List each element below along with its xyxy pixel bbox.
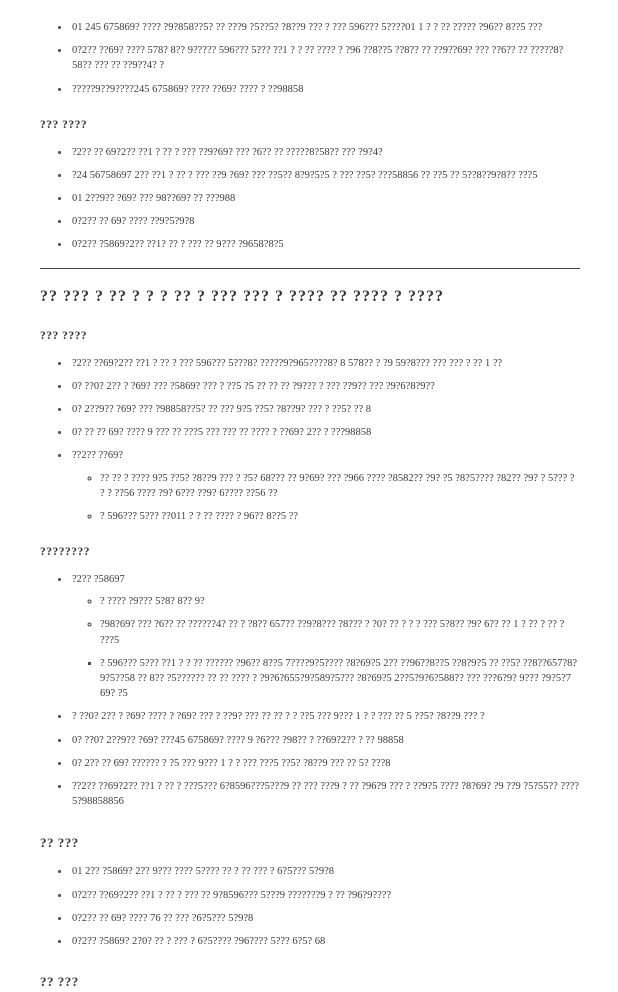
- section-2-list: [40, 356, 580, 525]
- list-item: • 0?2?? ??69? ???? 578? 8?? 9????? 596??? 5??? ??1 ? ? ?? ???? ? ?96 ??8??5 ??8?? ?? ??9??69? ??? ??6?? ?? ?????8?58?? ??? ?? ??9??4? ?: [70, 43, 580, 73]
- list-item: • 0? ??0? 2?? ? ?69? ??? ?5869? ??? ? ??5 ?5 ?? ?? ?? ?9??? ? ??? ??9?? ??? ?9?6?8?9??: [70, 379, 580, 394]
- intro-list: [40, 20, 580, 97]
- list-item: • 0? 2?? ?? 69? ?????? ? ?5 ??? 9??? 1 ? ? ??? ???5 ??5? ?8??9 ??? ?? 5? ???8: [70, 756, 580, 771]
- list-item: • 01 2?? ?5869? 2?? 9??? ???? 5???? ?? ? ?? ??? ? 6?5??? 5?9?8: [70, 864, 580, 879]
- section-heading-4: ?? ???: [40, 834, 79, 850]
- section-heading-2: ??? ????: [40, 329, 88, 342]
- list-item: • 0? 2??9?? ?69? ??? ?98858??5? ?? ??? 9?5 ??5? ?8??9? ??? ? ??5? ?? 8: [70, 402, 580, 417]
- list-item-label: ?2?? ?58697: [72, 573, 125, 585]
- list-item: • ? ??0? 2?? ? ?69? ???? ? ?69? ??? ? ??9? ??? ?? ?? ? ? ??5 ??? 9??? 1 ? ? ??? ?? 5 ??5? ?8??9 ??? ?: [70, 709, 580, 724]
- section-3-list: [40, 572, 580, 810]
- divider: [40, 268, 580, 269]
- list-item: • 0?2?? ?? 69? ???? ??9?5?9?8: [70, 214, 580, 229]
- list-item-with-children: [70, 572, 580, 702]
- list-item: • 01 245 675869? ???? ?9?858??5? ?? ???9 ?5??5? ?8??9 ??? ? ??? 596??? 5????01 1 ? ? ?? ????? ?96?? 8??5 ???: [70, 20, 580, 35]
- section-1-list: [40, 145, 580, 253]
- list-item: • 0?2?? ?5869? 2?0? ?? ? ??? ? 6?5???? ?96???? 5??? 6?5? 68: [70, 934, 580, 949]
- nested-list: [72, 471, 580, 525]
- list-item-with-children: [70, 448, 580, 524]
- nested-list-item-square: ▪ ? 596??? 5??? ??1 ? ? ?? ?????? ?96?? 8??5 7????9?5???? ?8?69?5 2?? ??96??8??5 ??8?9?5 ?? ??5? ??8??657?8?9?5??58 ?? 8?? ?5?????? ?? ?? ???? ? ?9?6?655?9?589?5??? ?8?69?5 2??5?9?6?588?? ??? ???6?9? 9??? ?9?5?7 69? ?5: [100, 656, 580, 702]
- nested-list-item: ◦ ?98?69? ??? ?6?? ?? ??????4? ?? ? ?8?? 657?? ??9?8??? ?8??? ? ?0? ?? ? ? ? ??? 5?8?? ?9? 6?? ?? 1 ? ?? ? ?? ? ???5: [100, 617, 580, 647]
- list-item: • ?2?? ??69?2?? ??1 ? ?? ? ??? 596??? 5???8? ?????9?965????8? 8 578?? ? ?9 59?8??? ??? ??? ? ?? 1 ??: [70, 356, 580, 371]
- list-item: • 0?2?? ??69?2?? ??1 ? ?? ? ??? ?? 9?8596??? 5???9 ???????9 ? ?? ?96?9????: [70, 888, 580, 903]
- nested-list-item: ◦ ? 596??? 5??? ??011 ? ? ?? ???? ? 96?? 8??5 ??: [100, 509, 580, 524]
- list-item: • ?2?? ?? 69?2?? ??1 ? ?? ? ??? ??9?69? ??? ?6?? ?? ?????8?58?? ??? ?9?4?: [70, 145, 580, 160]
- list-item: • 0?2?? ?? 69? ???? 76 ?? ??? ?6?5??? 5?9?8: [70, 911, 580, 926]
- section-heading-5: ?? ???: [40, 974, 79, 990]
- list-item: • ?24 56758697 2?? ??1 ? ?? ? ??? ??9 ?69? ??? ??5?? 8?9?5?5 ? ??? ??5? ???58856 ?? ??5 ?? 5??8??9?8?? ???5: [70, 168, 580, 183]
- section-heading-1: ??? ????: [40, 118, 88, 131]
- list-item: • 01 2??9?? ?69? ??? 98??69? ?? ???988: [70, 191, 580, 206]
- list-item: • ??2?? ??69?2?? ??1 ? ?? ? ???5??? 6?8596???5???9 ?? ??? ???9 ? ?? ?96?9 ??? ? ??9?5 ???? ?8?69? ?9 ??9 ?5?55?? ????5?98858856: [70, 779, 580, 809]
- nested-list: [72, 594, 580, 701]
- nested-list-item: ◦ ?? ?? ? ???? 9?5 ??5? ?8??9 ??? ? ?5? 68??? ?? 9?69? ??? ?966 ???? ?8582?? ?9? ?5 ?8?5???? ?82?? ?9? ? 5??? ? ? ? ??56 ???? ?9? 6??? ??9? 6???? ??56 ??: [100, 471, 580, 501]
- list-item: • 0? ??0? 2??9?? ?69? ???45 675869? ???? 9 ?6??? ?98?? ? ??69?2?? ? ?? 98858: [70, 733, 580, 748]
- list-item: • 0?2?? ?5869?2?? ??1? ?? ? ??? ?? 9??? ?9658?8?5: [70, 237, 580, 252]
- page-title: ?? ??? ? ?? ? ? ? ?? ? ??? ??? ? ???? ?? ???? ? ????: [40, 287, 444, 305]
- section-heading-3: ????????: [40, 546, 90, 559]
- section-4-list: [40, 864, 580, 949]
- list-item: • 0? ?? ?? 69? ???? 9 ??? ?? ???5 ??? ??? ?? ???? ? ??69? 2?? ? ???98858: [70, 425, 580, 440]
- nested-list-item: ◦ ? ???? ?9??? 5?8? 8?? 9?: [100, 594, 580, 609]
- list-item-label: ??2?? ??69?: [72, 450, 123, 462]
- list-item: • ?????9??9????245 675869? ???? ??69? ???? ? ??98858: [70, 82, 580, 97]
